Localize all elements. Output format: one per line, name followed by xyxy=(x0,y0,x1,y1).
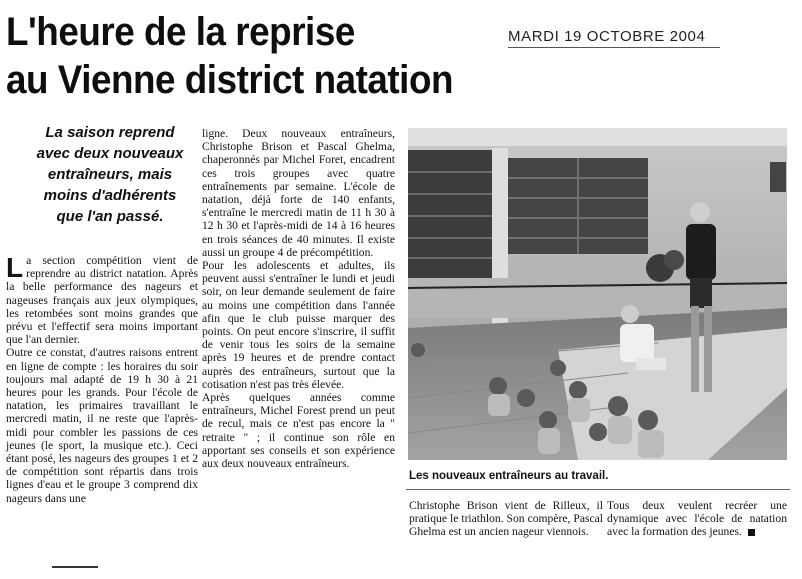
paragraph-adultes: Pour les adolescents et adultes, ils peuvent aussi s'entraîner le lundi et jeudi soir, on leur demande seulement de faire au moins une compétition dans l'année afin que le club puisse marquer des points. On peut encore s'inscrire, il suffit de venir tous les soirs de la semaine après 19 heures et de prendre contact auprès des entraîneurs, surtout que la cotisation n'est pas très élevée. xyxy=(202,259,395,391)
end-of-article-mark xyxy=(748,529,755,536)
paragraph-intro xyxy=(6,254,198,346)
photo-caption: Les nouveaux entraîneurs au travail. xyxy=(409,470,609,482)
lead-line-3: entraîneurs, mais xyxy=(47,166,173,183)
paragraph-constat: Outre ce constat, d'autres raisons entrent en ligne de compte : les horaires du soir toujours mal adapté de 19 h 30 à 21 heures pour les grands. Pour l'école de natation, les primaires travaillant le mercredi matin, il ne reste que l'après-midi pour combler les passions de ces jeunes (le sport, la musique etc.). Ceci étant posé, les nageurs des groupes 1 et 2 de compétition sont répartis dans trois lignes d'eau et le groupe 3 comprend dix nageurs dans une xyxy=(6,346,198,505)
article-photo xyxy=(408,128,787,460)
paragraph-christophe-brison: Christophe Brison vient de Rilleux, il pratique le triathlon. Son compère, Pascal Ghelma est un ancien nageur viennois. xyxy=(409,499,603,539)
lead-line-2: avec deux nouveaux xyxy=(36,145,184,162)
body-column-3 xyxy=(409,499,603,539)
paragraph-entraineurs: ligne. Deux nouveaux entraîneurs, Christophe Brison et Pascal Ghelma, chaperonnés par Michel Foret, encadrent ces trois groupes avec quatre entraînements par semaine. L'école de natation, déjà forte de 140 enfants, s'entraîne le mercredi matin de 11 h 30 à 12 h 30 et l'après-midi de 14 à 16 heures en trois séances de 40 minutes. Il existe aussi un groupe 4 de précompétition. xyxy=(202,127,395,259)
date-underline xyxy=(508,47,720,48)
body-column-2 xyxy=(202,127,395,470)
article-lead xyxy=(10,122,210,227)
swimming-pool-photo xyxy=(408,128,787,460)
paragraph-conclusion-text: Tous deux veulent recréer une dynamique avec l'école de natation avec la formation des jeunes. xyxy=(607,499,787,539)
lead-line-4: moins d'adhérents xyxy=(43,187,177,204)
headline-line-2: au Vienne district natation xyxy=(6,58,453,102)
publication-date: MARDI 19 OCTOBRE 2004 xyxy=(508,28,706,45)
body-column-4 xyxy=(607,499,787,539)
paragraph-michel-forest: Après quelques années comme entraîneurs, Michel Forest prend un peut de recul, mais ce n'est pas encore la " retraite " ; il continue son rôle en apportant ses conseils et son expérience aux deux nouveaux entraîneurs. xyxy=(202,391,395,471)
body-column-1 xyxy=(6,254,198,505)
headline-line-1: L'heure de la reprise xyxy=(6,10,355,54)
lead-line-5: que l'an passé. xyxy=(56,208,164,225)
paragraph-conclusion xyxy=(607,499,787,539)
caption-divider xyxy=(406,489,790,490)
headline xyxy=(6,8,466,104)
lead-line-1: La saison reprend xyxy=(45,124,175,141)
paragraph-intro-text: a section compétition vient de reprendre au district natation. Après la belle performance des nageurs et nageuses français aux jeux olympiques, les retombées sont moins grandes que prévu et l'effectif sera moins important que l'an dernier. xyxy=(6,254,198,347)
bottom-rule xyxy=(52,566,98,568)
drop-cap: L xyxy=(6,252,24,283)
